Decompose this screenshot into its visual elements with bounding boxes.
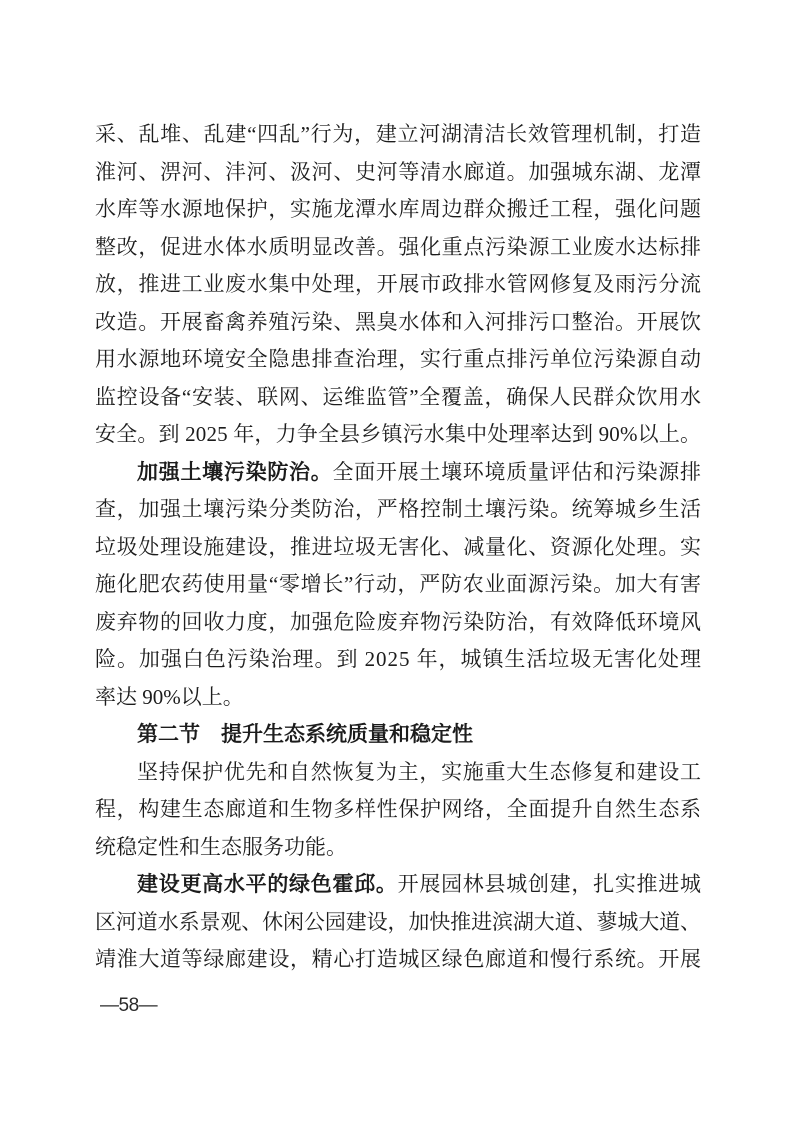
line-text bbox=[95, 610, 702, 634]
line-text bbox=[95, 235, 702, 259]
text-segment: 施化肥农药使用量“零增长”行动，严防农业面源污染。加大有害 bbox=[95, 572, 702, 596]
text-segment: 程，构建生态廊道和生物多样性保护网络，全面提升自然生态系 bbox=[95, 797, 702, 821]
text-segment: 安全。到 2025 年，力争全县乡镇污水集中处理率达到 90%以上。 bbox=[95, 422, 702, 446]
text-line bbox=[95, 116, 701, 154]
paragraph-indent bbox=[95, 890, 137, 891]
paragraph-lead-line bbox=[95, 866, 701, 904]
bold-text-segment: 加强土壤污染防治。 bbox=[137, 459, 333, 484]
text-line bbox=[95, 754, 701, 792]
text-line bbox=[95, 416, 701, 454]
line-text bbox=[95, 685, 244, 709]
text-line bbox=[95, 266, 701, 304]
line-text bbox=[95, 197, 702, 221]
section-heading bbox=[95, 716, 701, 754]
line-text bbox=[95, 160, 702, 184]
text-line bbox=[95, 529, 701, 567]
text-line bbox=[95, 341, 701, 379]
document-body bbox=[95, 116, 701, 979]
text-segment: 用水源地环境安全隐患排查治理，实行重点排污单位污染源自动 bbox=[95, 347, 702, 371]
page-number: —58— bbox=[100, 995, 158, 1016]
line-text bbox=[95, 385, 702, 409]
text-line bbox=[95, 191, 701, 229]
line-text bbox=[95, 535, 702, 559]
text-line bbox=[95, 829, 701, 867]
text-segment: 水库等水源地保护，实施龙潭水库周边群众搬迁工程，强化问题 bbox=[95, 197, 702, 221]
text-segment: 靖淮大道等绿廊建设，精心打造城区绿色廊道和慢行系统。开展 bbox=[95, 947, 702, 971]
paragraph-indent bbox=[95, 740, 137, 741]
text-segment: 采、乱堆、乱建“四乱”行为，建立河湖清洁长效管理机制，打造 bbox=[95, 122, 702, 146]
line-text bbox=[95, 760, 702, 784]
text-line bbox=[95, 304, 701, 342]
text-line bbox=[95, 904, 701, 942]
text-segment: 全面开展土壤环境质量评估和污染源排 bbox=[332, 459, 702, 484]
text-segment: 改造。开展畜禽养殖污染、黑臭水体和入河排污口整治。开展饮 bbox=[95, 309, 702, 334]
text-line bbox=[95, 679, 701, 717]
line-text bbox=[95, 835, 347, 859]
line-text bbox=[95, 572, 702, 596]
line-text bbox=[95, 122, 702, 146]
paragraph-indent bbox=[95, 778, 137, 779]
text-segment: 淮河、淠河、沣河、汲河、史河等清水廊道。加强城东湖、龙潭 bbox=[95, 159, 702, 184]
line-text bbox=[95, 347, 702, 371]
line-text bbox=[95, 460, 702, 484]
text-line bbox=[95, 379, 701, 417]
line-text bbox=[95, 497, 702, 521]
text-line bbox=[95, 566, 701, 604]
paragraph-lead-line bbox=[95, 454, 701, 492]
text-segment: 统稳定性和生态服务功能。 bbox=[95, 834, 347, 859]
text-line bbox=[95, 491, 701, 529]
text-segment: 垃圾处理设施建设，推进垃圾无害化、减量化、资源化处理。实 bbox=[95, 534, 702, 559]
paragraph-indent bbox=[95, 478, 137, 479]
line-text bbox=[95, 910, 701, 934]
line-text bbox=[95, 722, 473, 746]
text-line bbox=[95, 791, 701, 829]
text-segment: 坚持保护优先和自然恢复为主，实施重大生态修复和建设工 bbox=[137, 759, 702, 784]
line-text bbox=[95, 797, 702, 821]
bold-text-segment: 建设更高水平的绿色霍邱。 bbox=[137, 872, 398, 896]
text-segment: 放，推进工业废水集中处理，开展市政排水管网修复及雨污分流 bbox=[95, 272, 702, 296]
text-line bbox=[95, 941, 701, 979]
text-segment: 监控设备“安装、联网、运维监管”全覆盖，确保人民群众饮用水 bbox=[95, 384, 702, 409]
line-text bbox=[95, 422, 701, 446]
text-line bbox=[95, 229, 701, 267]
line-text bbox=[95, 947, 702, 971]
line-text bbox=[95, 310, 702, 334]
text-segment: 区河道水系景观、休闲公园建设，加快推进滨湖大道、蓼城大道、 bbox=[95, 909, 701, 934]
text-segment: 查，加强土壤污染分类防治，严格控制土壤污染。统筹城乡生活 bbox=[95, 497, 702, 521]
text-segment: 率达 90%以上。 bbox=[95, 684, 244, 709]
text-segment: 开展园林县城创建，扎实推进城 bbox=[397, 872, 702, 896]
line-text bbox=[95, 872, 702, 896]
line-text bbox=[95, 272, 702, 296]
text-line bbox=[95, 604, 701, 642]
line-text bbox=[95, 647, 702, 671]
text-line bbox=[95, 154, 701, 192]
text-line bbox=[95, 641, 701, 679]
text-segment: 整改，促进水体水质明显改善。强化重点污染源工业废水达标排 bbox=[95, 234, 702, 259]
text-segment: 险。加强白色污染治理。到 2025 年，城镇生活垃圾无害化处理 bbox=[95, 647, 702, 671]
bold-text-segment: 第二节 提升生态系统质量和稳定性 bbox=[137, 722, 473, 746]
text-segment: 废弃物的回收力度，加强危险废弃物污染防治，有效降低环境风 bbox=[95, 609, 702, 634]
